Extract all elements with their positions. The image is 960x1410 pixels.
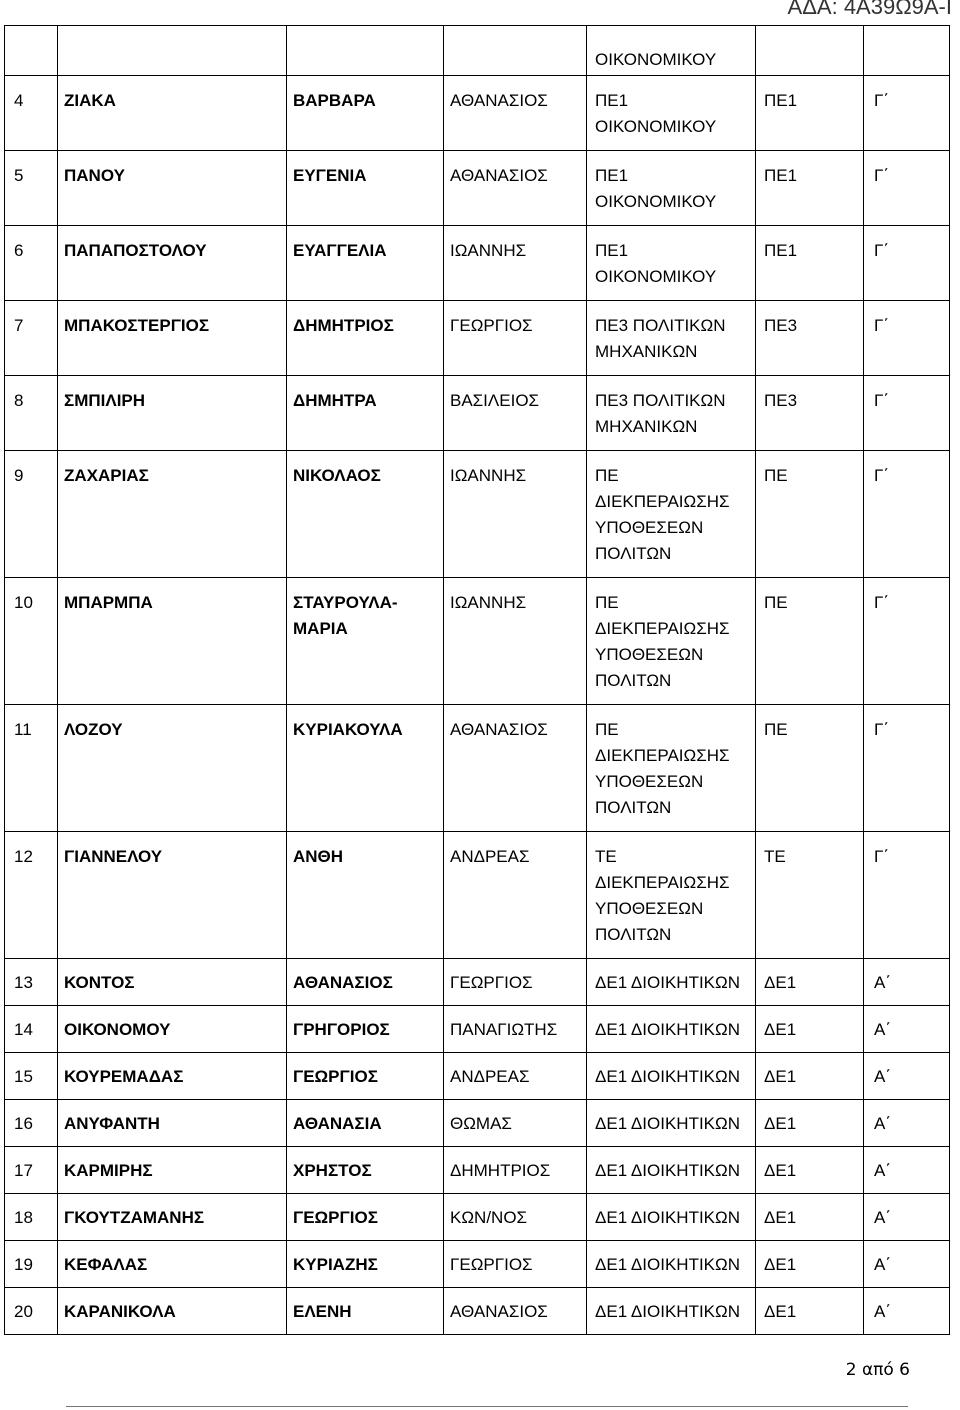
- table-row: [5, 1053, 950, 1100]
- cell-category: ΔΕ1: [756, 1241, 864, 1288]
- cell-father-name: ΚΩΝ/ΝΟΣ: [444, 1194, 587, 1241]
- cell-father-name: ΑΘΑΝΑΣΙΟΣ: [444, 76, 587, 151]
- specialty-line: ΜΗΧΑΝΙΚΩΝ: [595, 342, 698, 361]
- cell-surname: ΖΑΧΑΡΙΑΣ: [58, 451, 287, 578]
- cell-specialty: [587, 1288, 756, 1335]
- cell-first-name: ΑΘΑΝΑΣΙΟΣ: [287, 959, 444, 1006]
- specialty-line: ΔΙΕΚΠΕΡΑΙΩΣΗΣ: [595, 492, 730, 511]
- specialty-line: ΥΠΟΘΕΣΕΩΝ: [595, 645, 704, 664]
- cell-father-name: ΑΘΑΝΑΣΙΟΣ: [444, 151, 587, 226]
- cell-surname: ΚΟΝΤΟΣ: [58, 959, 287, 1006]
- cell-father-name: ΔΗΜΗΤΡΙΟΣ: [444, 1147, 587, 1194]
- cell-number: 4: [5, 76, 58, 151]
- cell-grade: Α΄: [864, 1194, 950, 1241]
- cell-grade: Γ΄: [864, 301, 950, 376]
- specialty-line: ΔΕ1 ΔΙΟΙΚΗΤΙΚΩΝ: [595, 1067, 741, 1086]
- table-row: [5, 301, 950, 376]
- specialty-line: ΔΙΕΚΠΕΡΑΙΩΣΗΣ: [595, 746, 730, 765]
- table-row: [5, 151, 950, 226]
- cell-specialty: [587, 1241, 756, 1288]
- cell-surname: ΜΠΑΡΜΠΑ: [58, 578, 287, 705]
- specialty-line: ΠΕ1: [595, 166, 629, 185]
- specialty-line: ΠΕ: [595, 466, 619, 485]
- cell-surname: ΣΜΠΙΛΙΡΗ: [58, 376, 287, 451]
- cell-specialty: [587, 226, 756, 301]
- cell-surname: ΚΟΥΡΕΜΑΔΑΣ: [58, 1053, 287, 1100]
- table-row: [5, 376, 950, 451]
- cell-grade: Γ΄: [864, 832, 950, 959]
- cell-first-name: ΧΡΗΣΤΟΣ: [287, 1147, 444, 1194]
- cell-grade: Α΄: [864, 1241, 950, 1288]
- specialty-line: ΥΠΟΘΕΣΕΩΝ: [595, 899, 704, 918]
- cell-surname: ΟΙΚΟΝΟΜΟΥ: [58, 1006, 287, 1053]
- cell-specialty: [587, 151, 756, 226]
- cell-number: 5: [5, 151, 58, 226]
- cell-number: 20: [5, 1288, 58, 1335]
- cell-category: ΔΕ1: [756, 1147, 864, 1194]
- cell-grade: Α΄: [864, 959, 950, 1006]
- table-row: [5, 705, 950, 832]
- specialty-line: ΠΕ3 ΠΟΛΙΤΙΚΩΝ: [595, 391, 726, 410]
- cell-surname: ΖΙΑΚΑ: [58, 76, 287, 151]
- cell-specialty: [587, 1100, 756, 1147]
- cell-specialty: [587, 1147, 756, 1194]
- cell-father-name: ΓΕΩΡΓΙΟΣ: [444, 959, 587, 1006]
- cell-first-name: ΑΘΑΝΑΣΙΑ: [287, 1100, 444, 1147]
- specialty-line: ΔΕ1 ΔΙΟΙΚΗΤΙΚΩΝ: [595, 1020, 741, 1039]
- specialty-line: ΥΠΟΘΕΣΕΩΝ: [595, 518, 704, 537]
- specialty-line: ΠΟΛΙΤΩΝ: [595, 798, 672, 817]
- specialty-line: ΔΕ1 ΔΙΟΙΚΗΤΙΚΩΝ: [595, 973, 741, 992]
- cell-number: 17: [5, 1147, 58, 1194]
- cell-specialty: [587, 1053, 756, 1100]
- table-row: [5, 451, 950, 578]
- cell-number: 12: [5, 832, 58, 959]
- cell-father-name: ΠΑΝΑΓΙΩΤΗΣ: [444, 1006, 587, 1053]
- table-row: [5, 76, 950, 151]
- table-row-continuation: [5, 26, 950, 76]
- cell-first-name: ΕΛΕΝΗ: [287, 1288, 444, 1335]
- table-row: [5, 1006, 950, 1053]
- cell-surname: ΓΙΑΝΝΕΛΟΥ: [58, 832, 287, 959]
- page-number: 2 από 6: [845, 1360, 910, 1380]
- table-row: [5, 1288, 950, 1335]
- cell-specialty: [587, 1194, 756, 1241]
- cell-surname: ΑΝΥΦΑΝΤΗ: [58, 1100, 287, 1147]
- cell-number: 7: [5, 301, 58, 376]
- cell-father-name: ΑΝΔΡΕΑΣ: [444, 1053, 587, 1100]
- cell-father-name: ΑΘΑΝΑΣΙΟΣ: [444, 705, 587, 832]
- cell-category: ΔΕ1: [756, 1194, 864, 1241]
- cell-number: 19: [5, 1241, 58, 1288]
- cell-number: 13: [5, 959, 58, 1006]
- cell-number: 6: [5, 226, 58, 301]
- cell-category: ΠΕ: [756, 451, 864, 578]
- staff-table: [4, 25, 950, 1335]
- ada-code: ΑΔΑ: 4Α39Ω9Α-Ι: [787, 0, 952, 19]
- cell-first-name: ΓΕΩΡΓΙΟΣ: [287, 1194, 444, 1241]
- specialty-line: ΠΟΛΙΤΩΝ: [595, 671, 672, 690]
- cell-category: ΠΕ: [756, 578, 864, 705]
- cell-category: ΠΕ3: [756, 376, 864, 451]
- cell-first-name: ΚΥΡΙΑΖΗΣ: [287, 1241, 444, 1288]
- cell-number: 16: [5, 1100, 58, 1147]
- specialty-line: ΠΕ: [595, 593, 619, 612]
- cell-specialty: [587, 376, 756, 451]
- cell-first-name: ΔΗΜΗΤΡΙΟΣ: [287, 301, 444, 376]
- cell-father-name: ΑΘΑΝΑΣΙΟΣ: [444, 1288, 587, 1335]
- cell-category: ΠΕ: [756, 705, 864, 832]
- cell-first-name: ΒΑΡΒΑΡΑ: [287, 76, 444, 151]
- cell-first-name: ΚΥΡΙΑΚΟΥΛΑ: [287, 705, 444, 832]
- table-row: [5, 1194, 950, 1241]
- cell-category: ΔΕ1: [756, 959, 864, 1006]
- table-row: [5, 1100, 950, 1147]
- cell-number: 15: [5, 1053, 58, 1100]
- cell-surname: ΚΑΡΑΝΙΚΟΛΑ: [58, 1288, 287, 1335]
- cell-father-name: ΑΝΔΡΕΑΣ: [444, 832, 587, 959]
- cell-grade: Α΄: [864, 1147, 950, 1194]
- cell-father-name: ΘΩΜΑΣ: [444, 1100, 587, 1147]
- cell-specialty: [587, 301, 756, 376]
- cell-first-name: ΕΥΑΓΓΕΛΙΑ: [287, 226, 444, 301]
- cell-number: 14: [5, 1006, 58, 1053]
- table-row: [5, 226, 950, 301]
- table-row: [5, 959, 950, 1006]
- cell-first-name: ΕΥΓΕΝΙΑ: [287, 151, 444, 226]
- cell-grade: Γ΄: [864, 151, 950, 226]
- cell-first-name: ΣΤΑΥΡΟΥΛΑ-ΜΑΡΙΑ: [287, 578, 444, 705]
- specialty-line: ΔΙΕΚΠΕΡΑΙΩΣΗΣ: [595, 619, 730, 638]
- cell-surname: ΠΑΠΑΠΟΣΤΟΛΟΥ: [58, 226, 287, 301]
- cell-number: 11: [5, 705, 58, 832]
- specialty-line: ΟΙΚΟΝΟΜΙΚΟΥ: [595, 192, 717, 211]
- cell-grade: Α΄: [864, 1053, 950, 1100]
- cell-grade: Γ΄: [864, 226, 950, 301]
- cell-specialty: [587, 578, 756, 705]
- cell-number: 18: [5, 1194, 58, 1241]
- specialty-line: ΟΙΚΟΝΟΜΙΚΟΥ: [595, 267, 717, 286]
- cell-grade: Γ΄: [864, 705, 950, 832]
- specialty-line: ΔΕ1 ΔΙΟΙΚΗΤΙΚΩΝ: [595, 1114, 741, 1133]
- cell-father-name: ΓΕΩΡΓΙΟΣ: [444, 1241, 587, 1288]
- cell-father-name: ΓΕΩΡΓΙΟΣ: [444, 301, 587, 376]
- cell-category: ΔΕ1: [756, 1053, 864, 1100]
- cell-surname: ΓΚΟΥΤΖΑΜΑΝΗΣ: [58, 1194, 287, 1241]
- cell-surname: ΜΠΑΚΟΣΤΕΡΓΙΟΣ: [58, 301, 287, 376]
- specialty-line: ΠΕ: [595, 720, 619, 739]
- specialty-line: ΤΕ: [595, 847, 617, 866]
- cell-surname: ΚΕΦΑΛΑΣ: [58, 1241, 287, 1288]
- cell-category: ΤΕ: [756, 832, 864, 959]
- cell-specialty: [587, 832, 756, 959]
- specialty-line: ΠΕ1: [595, 241, 629, 260]
- cell-grade: Γ΄: [864, 376, 950, 451]
- table-row: [5, 832, 950, 959]
- cell-grade: Γ΄: [864, 451, 950, 578]
- cell-grade: Γ΄: [864, 578, 950, 705]
- cell-category: ΠΕ3: [756, 301, 864, 376]
- specialty-line: ΜΗΧΑΝΙΚΩΝ: [595, 417, 698, 436]
- cell-first-name: ΑΝΘΗ: [287, 832, 444, 959]
- cell-first-name: ΓΕΩΡΓΙΟΣ: [287, 1053, 444, 1100]
- cell-number: 8: [5, 376, 58, 451]
- table-row: [5, 578, 950, 705]
- cell-first-name: ΓΡΗΓΟΡΙΟΣ: [287, 1006, 444, 1053]
- cell-category: ΔΕ1: [756, 1006, 864, 1053]
- cell-surname: ΠΑΝΟΥ: [58, 151, 287, 226]
- cell-specialty: ΟΙΚΟΝΟΜΙΚΟΥ: [587, 26, 756, 76]
- cell-specialty: [587, 959, 756, 1006]
- table-row: [5, 1147, 950, 1194]
- cell-grade: Α΄: [864, 1288, 950, 1335]
- cell-number: 9: [5, 451, 58, 578]
- cell-father-name: ΙΩΑΝΝΗΣ: [444, 226, 587, 301]
- footer-divider: [66, 1406, 908, 1407]
- specialty-line: ΥΠΟΘΕΣΕΩΝ: [595, 772, 704, 791]
- cell-specialty: [587, 1006, 756, 1053]
- specialty-line: ΠΕ1: [595, 91, 629, 110]
- cell-surname: ΚΑΡΜΙΡΗΣ: [58, 1147, 287, 1194]
- cell-number: 10: [5, 578, 58, 705]
- cell-grade: Α΄: [864, 1006, 950, 1053]
- cell-surname: ΛΟΖΟΥ: [58, 705, 287, 832]
- specialty-line: ΠΕ3 ΠΟΛΙΤΙΚΩΝ: [595, 316, 726, 335]
- cell-father-name: ΒΑΣΙΛΕΙΟΣ: [444, 376, 587, 451]
- cell-category: ΠΕ1: [756, 76, 864, 151]
- cell-category: ΔΕ1: [756, 1100, 864, 1147]
- cell-specialty: [587, 705, 756, 832]
- specialty-line: ΔΕ1 ΔΙΟΙΚΗΤΙΚΩΝ: [595, 1208, 741, 1227]
- cell-category: ΠΕ1: [756, 226, 864, 301]
- cell-specialty: [587, 451, 756, 578]
- specialty-line: ΟΙΚΟΝΟΜΙΚΟΥ: [595, 117, 717, 136]
- table-row: [5, 1241, 950, 1288]
- cell-father-name: ΙΩΑΝΝΗΣ: [444, 451, 587, 578]
- specialty-line: ΠΟΛΙΤΩΝ: [595, 925, 672, 944]
- cell-father-name: ΙΩΑΝΝΗΣ: [444, 578, 587, 705]
- cell-grade: Γ΄: [864, 76, 950, 151]
- specialty-line: ΠΟΛΙΤΩΝ: [595, 544, 672, 563]
- specialty-line: ΔΙΕΚΠΕΡΑΙΩΣΗΣ: [595, 873, 730, 892]
- specialty-line: ΔΕ1 ΔΙΟΙΚΗΤΙΚΩΝ: [595, 1302, 741, 1321]
- cell-grade: Α΄: [864, 1100, 950, 1147]
- specialty-line: ΔΕ1 ΔΙΟΙΚΗΤΙΚΩΝ: [595, 1161, 741, 1180]
- cell-first-name: ΔΗΜΗΤΡΑ: [287, 376, 444, 451]
- cell-specialty: [587, 76, 756, 151]
- cell-first-name: ΝΙΚΟΛΑΟΣ: [287, 451, 444, 578]
- cell-category: ΔΕ1: [756, 1288, 864, 1335]
- specialty-line: ΔΕ1 ΔΙΟΙΚΗΤΙΚΩΝ: [595, 1255, 741, 1274]
- cell-category: ΠΕ1: [756, 151, 864, 226]
